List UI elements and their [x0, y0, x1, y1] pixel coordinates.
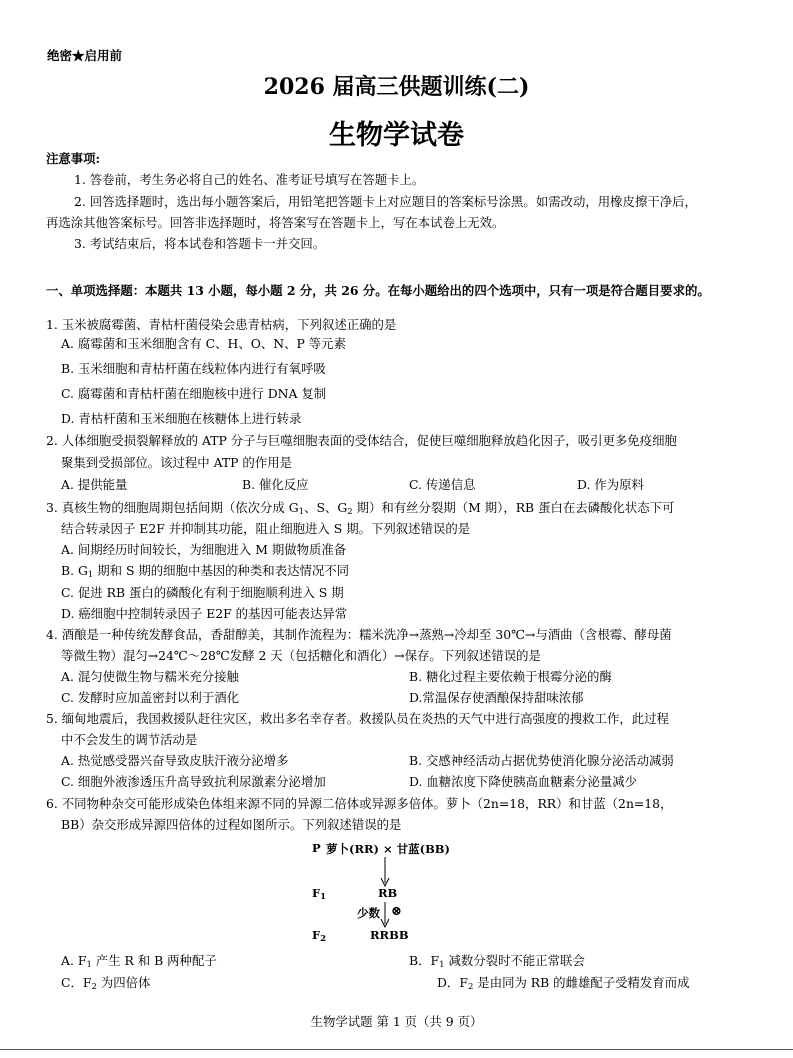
q5-option-a: A. 热觉感受器兴奋导致皮肤汗液分泌增多 [61, 753, 289, 768]
q3-option-b: B. $G_1$ 期和 S 期的细胞中基因的种类和表达情况不同 [61, 563, 350, 580]
notice-heading: 注意事项: [46, 151, 101, 166]
diagram-parents: 萝卜(RR) × 甘蓝(BB) [326, 842, 450, 856]
exam-title: 2026 届高三供题训练(二) [263, 74, 530, 100]
q1-stem: 1. 玉米被腐霉菌、青枯杆菌侵染会患青枯病，下列叙述正确的是 [46, 317, 397, 332]
q3-stem-line-1: 3. 真核生物的细胞周期包括间期（依次分成 $G_1$、S、$G_2$ 期）和有丝分裂期（M 期），RB 蛋白在去磷酸化状态下可 [46, 500, 675, 517]
notice-item-1: 1. 答卷前，考生务必将自己的姓名、准考证号填写在答题卡上。 [74, 172, 425, 187]
q6-option-b: B．$F_1$ 减数分裂时不能正常联会 [409, 953, 585, 970]
q2-option-d: D. 作为原料 [577, 477, 644, 492]
q3-option-d: D. 癌细胞中控制转录因子 E2F 的基因可能表达异常 [61, 606, 348, 621]
q4-option-a: A. 混匀使微生物与糯米充分接触 [61, 669, 239, 684]
q5-stem-line-2: 中不会发生的调节活动是 [61, 732, 198, 747]
q2-option-b: B. 催化反应 [242, 477, 309, 492]
q6-stem-line-1: 6. 不同物种杂交可能形成染色体组来源不同的异源二倍体或异源多倍体。萝卜（2n=18，RR）和甘蓝（2n=18， [46, 796, 673, 811]
q1-option-d: D. 青枯杆菌和玉米细胞在核糖体上进行转录 [61, 411, 302, 426]
page-footer: 生物学试题 第 1 页（共 9 页） [310, 1014, 483, 1029]
q4-option-b: B. 糖化过程主要依赖于根霉分泌的酶 [409, 669, 612, 684]
section-heading: 一、单项选择题：本题共 13 小题，每小题 2 分，共 26 分。在每小题给出的四个选项中，只有一项是符合题目要求的。 [46, 283, 710, 298]
q5-option-c: C. 细胞外液渗透压升高导致抗利尿激素分泌增加 [61, 774, 326, 789]
q5-option-d: D. 血糖浓度下降使胰高血糖素分泌量减少 [409, 774, 638, 789]
q6-stem-line-2: BB）杂交形成异源四倍体的过程如图所示。下列叙述错误的是 [61, 817, 402, 832]
selfing-symbol-icon: ⊗ [391, 904, 402, 919]
page-bottom-divider [0, 1049, 793, 1050]
q3-stem-line-2: 结合转录因子 E2F 并抑制其功能，阻止细胞进入 S 期。下列叙述错误的是 [61, 521, 471, 536]
q3-option-a: A. 间期经历时间较长，为细胞进入 M 期做物质准备 [61, 542, 347, 557]
q2-option-a: A. 提供能量 [61, 477, 128, 492]
q2-stem-line-1: 2. 人体细胞受损裂解释放的 ATP 分子与巨噬细胞表面的受体结合，促使巨噬细胞释放趋化因子，吸引更多免疫细胞 [46, 433, 677, 448]
q5-option-b: B. 交感神经活动占据优势使消化腺分泌活动减弱 [409, 753, 674, 768]
q4-stem-line-1: 4. 酒酿是一种传统发酵食品，香甜醇美，其制作流程为：糯米洗净→蒸熟→冷却至 30℃→与酒曲（含根霉、酵母菌 [46, 627, 672, 642]
q6-option-a: A. $F_1$ 产生 R 和 B 两种配子 [61, 953, 217, 970]
q5-stem-line-1: 5. 缅甸地震后，我国救援队赶往灾区，救出多名幸存者。救援队员在炎热的天气中进行高强度的搜救工作，此过程 [46, 711, 669, 726]
q4-option-c: C. 发酵时应加盖密封以利于酒化 [61, 690, 239, 705]
diagram-arrow-note: 少数 [357, 906, 380, 920]
diagram-f2-label: $F_2$ [312, 928, 327, 944]
notice-item-2-line-2: 再选涂其他答案标号。回答非选择题时，将答案写在答题卡上，写在本试卷上无效。 [46, 215, 505, 230]
q3-option-c: C. 促进 RB 蛋白的磷酸化有利于细胞顺利进入 S 期 [61, 585, 344, 600]
arrow-down-icon [378, 857, 392, 889]
q2-option-c: C. 传递信息 [409, 477, 476, 492]
q1-option-a: A. 腐霉菌和玉米细胞含有 C、H、O、N、P 等元素 [61, 336, 346, 351]
diagram-f2-value: RRBB [370, 928, 409, 942]
q1-option-b: B. 玉米细胞和青枯杆菌在线粒体内进行有氧呼吸 [61, 361, 326, 376]
q1-option-c: C. 腐霉菌和青枯杆菌在细胞核中进行 DNA 复制 [61, 386, 327, 401]
notice-item-3: 3. 考试结束后，将本试卷和答题卡一并交回。 [74, 236, 326, 251]
confidential-mark: 绝密★启用前 [47, 48, 123, 63]
q6-option-d: D．$F_2$ 是由同为 RB 的雌雄配子受精发育而成 [437, 975, 690, 992]
notice-item-2-line-1: 2. 回答选择题时，选出每小题答案后，用铅笔把答题卡上对应题目的答案标号涂黑。如需改动，用橡皮擦干净后， [74, 194, 697, 209]
q2-stem-line-2: 聚集到受损部位。该过程中 ATP 的作用是 [61, 455, 292, 470]
diagram-p-label: P [312, 841, 321, 855]
diagram-f1-value: RB [378, 886, 398, 900]
arrow-down-icon [378, 902, 392, 930]
q6-option-c: C．$F_2$ 为四倍体 [61, 975, 151, 992]
q4-option-d: D.常温保存使酒酿保持甜味浓郁 [409, 690, 584, 705]
q4-stem-line-2: 等微生物）混匀→24℃～28℃发酵 2 天（包括糖化和酒化）→保存。下列叙述错误的是 [61, 648, 541, 663]
exam-subtitle: 生物学试卷 [329, 120, 464, 151]
diagram-f1-label: $F_1$ [312, 886, 327, 902]
